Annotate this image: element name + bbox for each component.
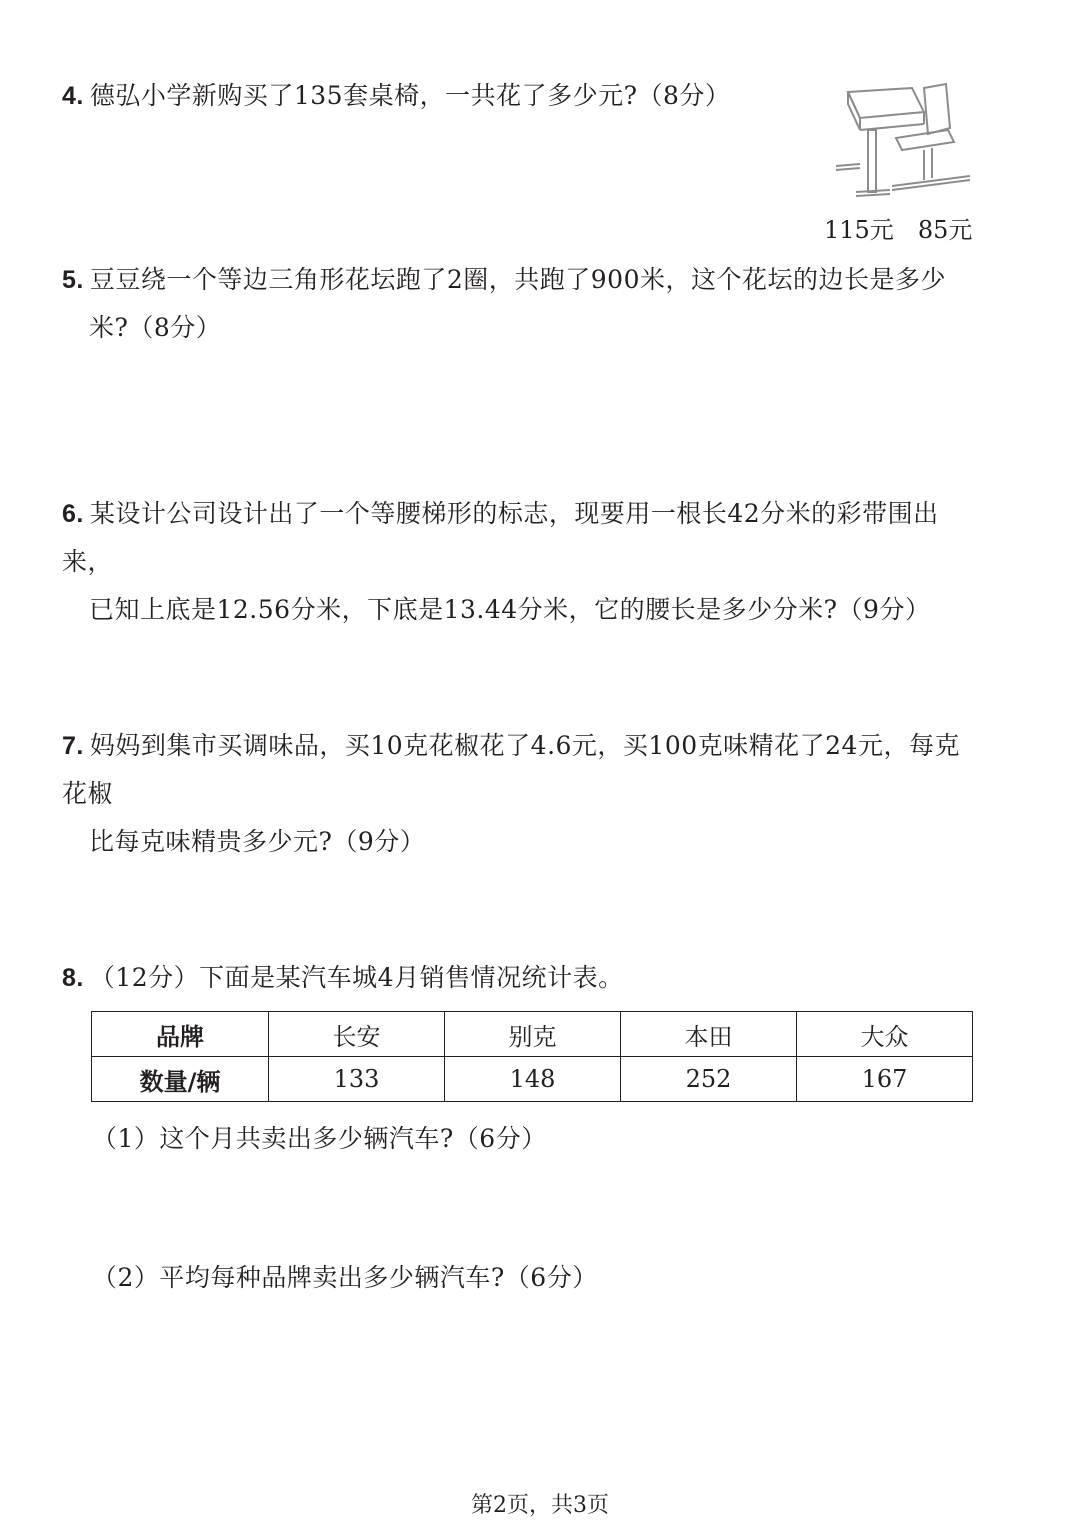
question-text-continued: 米?（8分）	[89, 313, 222, 342]
question-5	[62, 256, 982, 352]
question-8	[62, 954, 982, 1002]
question-number: 6.	[62, 500, 84, 528]
sales-table	[91, 1011, 973, 1102]
table-cell: 大众	[797, 1012, 973, 1057]
table-cell: 167	[797, 1057, 973, 1102]
chair-back	[924, 84, 950, 134]
table-cell: 148	[445, 1057, 621, 1102]
question-text: 豆豆绕一个等边三角形花坛跑了2圈，共跑了900米，这个花坛的边长是多少	[89, 265, 946, 294]
question-number: 4.	[62, 82, 84, 110]
question-number: 8.	[62, 964, 84, 992]
question-text: 德弘小学新购买了135套桌椅，一共花了多少元?（8分）	[89, 81, 731, 110]
question-number: 5.	[62, 266, 84, 294]
table-header-cell: 品牌	[92, 1012, 269, 1057]
table-cell: 本田	[621, 1012, 797, 1057]
question-text: 妈妈到集市买调味品，买10克花椒花了4.6元，买100克味精花了24元，每克花椒	[62, 731, 960, 808]
question-text-continued: 已知上底是12.56分米，下底是13.44分米，它的腰长是多少分米?（9分）	[89, 595, 931, 624]
desk-leg	[868, 130, 876, 192]
subquestion-1: （1）这个月共卖出多少辆汽车?（6分）	[92, 1124, 547, 1153]
subquestion-2: （2）平均每种品牌卖出多少辆汽车?（6分）	[92, 1263, 598, 1292]
page-footer: 第2页，共3页	[471, 1493, 609, 1518]
chair-seat	[896, 130, 954, 150]
table-row	[92, 1057, 973, 1102]
price-labels	[824, 210, 996, 245]
table-cell: 别克	[445, 1012, 621, 1057]
desk-top	[848, 88, 924, 118]
question-number: 7.	[62, 732, 84, 760]
table-header-cell: 数量/辆	[92, 1057, 269, 1102]
question-6	[62, 490, 982, 634]
question-7	[62, 722, 982, 866]
chair-price: 85元	[917, 216, 973, 244]
desk-front	[848, 92, 860, 130]
table-cell: 133	[269, 1057, 445, 1102]
desk-price: 115元	[824, 216, 894, 244]
table-cell: 252	[621, 1057, 797, 1102]
table-cell: 长安	[269, 1012, 445, 1057]
question-text-continued: 比每克味精贵多少元?（9分）	[89, 827, 426, 856]
question-text: （12分）下面是某汽车城4月销售情况统计表。	[89, 963, 624, 992]
table-row	[92, 1012, 973, 1057]
question-text: 某设计公司设计出了一个等腰梯形的标志，现要用一根长42分米的彩带围出来，	[62, 499, 939, 576]
